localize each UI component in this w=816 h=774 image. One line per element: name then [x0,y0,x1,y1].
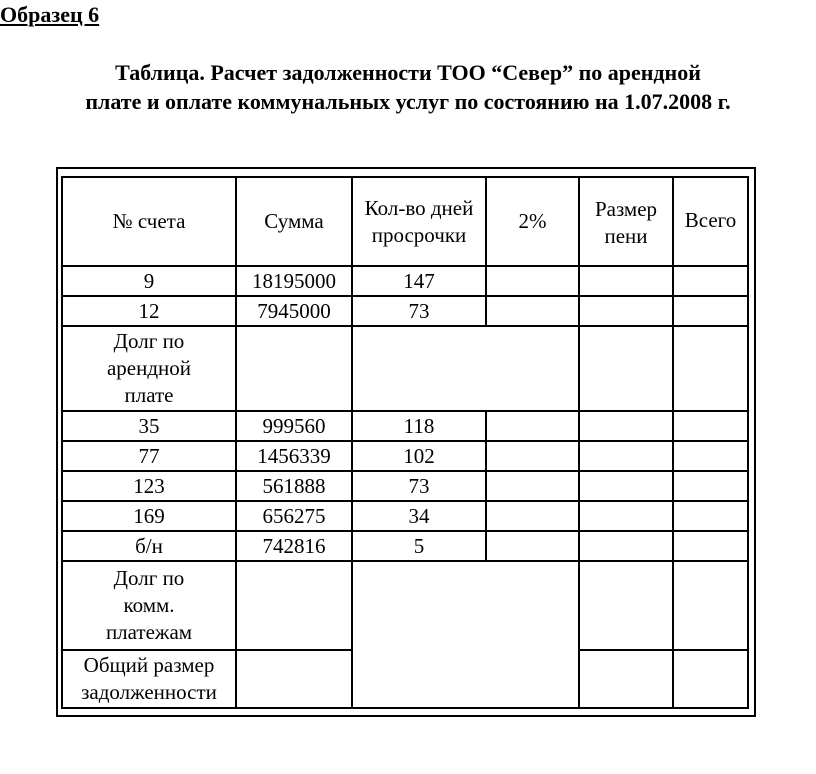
title-line-1: Таблица. Расчет задолженности ТОО “Север” по арендной [115,60,701,85]
percent-cell [486,501,579,531]
sum-cell: 7945000 [236,296,352,326]
total-cell [673,296,748,326]
total-cell [673,501,748,531]
sum-cell: 656275 [236,501,352,531]
header-percent: 2% [486,177,579,266]
header-sum: Сумма [236,177,352,266]
table-row [62,531,748,561]
penalty-cell [579,501,673,531]
account-cell: 77 [62,441,236,471]
account-cell: 169 [62,501,236,531]
rent-subtotal-days-cell [352,326,486,411]
utility-subtotal-percent-cell [486,561,579,650]
sum-cell: 1456339 [236,441,352,471]
rent-subtotal-percent-cell [486,326,579,411]
sum-cell: 742816 [236,531,352,561]
grand-total-label: Общий размер задолженности [62,650,236,708]
rent-subtotal-total-cell [673,326,748,411]
account-cell: 35 [62,411,236,441]
penalty-cell [579,411,673,441]
header-account: № счета [62,177,236,266]
debt-table [61,176,749,709]
days-cell: 118 [352,411,486,441]
grand-total-penalty-cell [579,650,673,708]
table-row [62,471,748,501]
days-cell: 73 [352,296,486,326]
document-title [0,58,816,116]
table-row [62,266,748,296]
utility-subtotal-days-cell [352,561,486,650]
rent-subtotal-row [62,326,748,411]
total-cell [673,471,748,501]
days-cell: 5 [352,531,486,561]
percent-cell [486,266,579,296]
header-days: Кол-во дней просрочки [352,177,486,266]
table-row [62,296,748,326]
percent-cell [486,471,579,501]
account-cell: 123 [62,471,236,501]
utility-subtotal-label: Долг по комм. платежам [62,561,236,650]
utility-subtotal-sum-cell [236,561,352,650]
sample-label: Образец 6 [0,2,100,27]
percent-cell [486,296,579,326]
days-cell: 34 [352,501,486,531]
total-cell [673,531,748,561]
sum-cell: 999560 [236,411,352,441]
account-cell: 9 [62,266,236,296]
penalty-cell [579,296,673,326]
days-cell: 73 [352,471,486,501]
table-row [62,501,748,531]
header-total: Всего [673,177,748,266]
penalty-cell [579,266,673,296]
percent-cell [486,531,579,561]
days-cell: 147 [352,266,486,296]
table-row [62,441,748,471]
total-cell [673,266,748,296]
sum-cell: 18195000 [236,266,352,296]
utility-subtotal-penalty-cell [579,561,673,650]
utility-subtotal-total-cell [673,561,748,650]
rent-subtotal-label: Долг по арендной плате [62,326,236,411]
grand-total-days-cell [352,650,486,708]
penalty-cell [579,471,673,501]
header-row [62,177,748,266]
account-cell: 12 [62,296,236,326]
percent-cell [486,411,579,441]
total-cell [673,441,748,471]
penalty-cell [579,531,673,561]
total-cell [673,411,748,441]
header-penalty: Размер пени [579,177,673,266]
rent-subtotal-penalty-cell [579,326,673,411]
sum-cell: 561888 [236,471,352,501]
table-row [62,411,748,441]
account-cell: б/н [62,531,236,561]
title-line-2: плате и оплате коммунальных услуг по состоянию на 1.07.2008 г. [85,89,731,114]
grand-total-percent-cell [486,650,579,708]
utility-subtotal-row [62,561,748,650]
grand-total-total-cell [673,650,748,708]
table-frame [56,167,756,717]
grand-total-row [62,650,748,708]
penalty-cell [579,441,673,471]
grand-total-sum-cell [236,650,352,708]
rent-subtotal-sum-cell [236,326,352,411]
percent-cell [486,441,579,471]
days-cell: 102 [352,441,486,471]
